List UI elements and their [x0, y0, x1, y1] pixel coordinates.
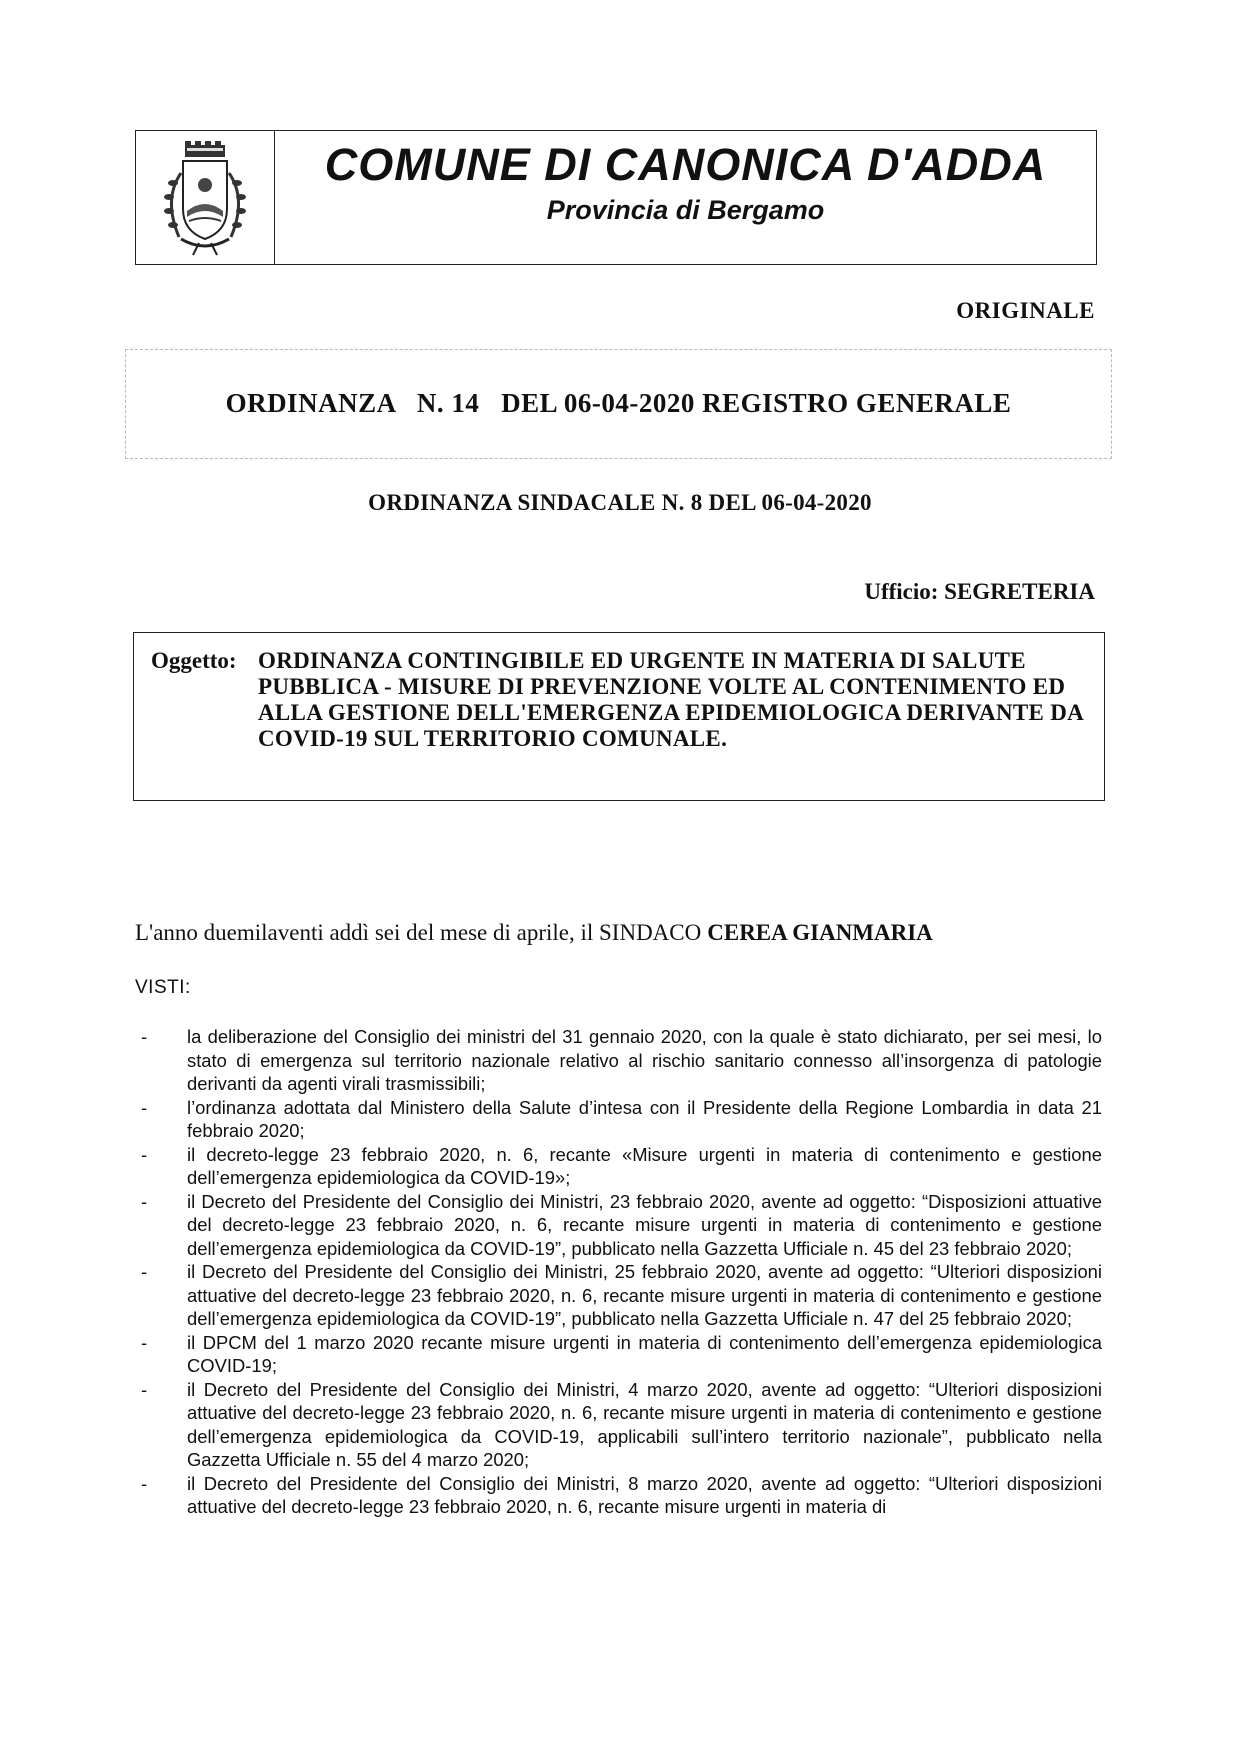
list-item-text: il Decreto del Presidente del Consiglio dei Ministri, 23 febbraio 2020, avente ad oggetto: “Disposizioni attuative del decreto-legge 23 febbraio 2020, n. 6, recante misure urgenti in materia di contenimento e gestione dell’emergenza epidemiologica da COVID-19”, pubblicato nella Gazzetta Ufficiale n. 45 del 23 febbraio 2020; — [187, 1190, 1102, 1259]
list-marker: - — [141, 1331, 148, 1353]
crest-cell — [136, 131, 275, 264]
list-marker: - — [141, 1026, 148, 1047]
list-item-text: il decreto-legge 23 febbraio 2020, n. 6, recante «Misure urgenti in materia di contenimento e gestione dell’emergenza epidemiologica da COVID-19»; — [187, 1143, 1102, 1188]
header-box — [135, 130, 1097, 265]
ordinanza-box — [125, 349, 1112, 459]
ordinanza-sindacale: ORDINANZA SINDACALE N. 8 DEL 06-04-2020 — [368, 490, 872, 515]
intro-paragraph — [135, 920, 933, 946]
ordinanza-registro: ORDINANZA N. 14 DEL 06-04-2020 REGISTRO GENERALE — [225, 388, 1012, 418]
comune-name: COMUNE DI CANONICA D'ADDA — [324, 139, 1047, 190]
list-marker: - — [141, 1096, 148, 1118]
list-item — [137, 1096, 1102, 1143]
list-item-text: il DPCM del 1 marzo 2020 recante misure urgenti in materia di contenimento dell’emergenza epidemiologica COVID-19; — [187, 1331, 1102, 1376]
list-item-text: la deliberazione del Consiglio dei ministri del 31 gennaio 2020, con la quale è stato dichiarato, per sei mesi, lo stato di emergenza sul territorio nazionale relativo al rischio sanitario connesso all’insorgenza di patologie derivanti da agenti virali trasmissibili; — [187, 1026, 1102, 1094]
provincia-name: Provincia di Bergamo — [546, 195, 825, 225]
list-item-text: il Decreto del Presidente del Consiglio dei Ministri, 4 marzo 2020, avente ad oggetto: “Ulteriori disposizioni attuative del decreto-legge 23 febbraio 2020, n. 6, recante misure urgenti in materia di contenimento e gestione dell’emergenza epidemiologica da COVID-19, applicabili sull’intero territorio nazionale”, pubblicato nella Gazzetta Ufficiale n. 55 del 4 marzo 2020; — [187, 1378, 1102, 1470]
list-item — [137, 1190, 1102, 1261]
list-marker: - — [141, 1261, 148, 1282]
list-marker: - — [141, 1190, 148, 1212]
mayor-name: CEREA GIANMARIA — [707, 920, 933, 945]
list-item — [137, 1472, 1102, 1519]
list-item-text: il Decreto del Presidente del Consiglio dei Ministri, 8 marzo 2020, avente ad oggetto: “Ulteriori disposizioni attuative del decreto-legge 23 febbraio 2020, n. 6, recante misure urgenti in materia di — [187, 1472, 1102, 1517]
list-marker: - — [141, 1143, 148, 1165]
list-item-text: il Decreto del Presidente del Consiglio dei Ministri, 25 febbraio 2020, avente ad oggetto: “Ulteriori disposizioni attuative del decreto-legge 23 febbraio 2020, n. 6, recante misure urgenti in materia di contenimento e gestione dell’emergenza epidemiologica da COVID-19”, pubblicato nella Gazzetta Ufficiale n. 47 del 25 febbraio 2020; — [187, 1261, 1102, 1329]
title-cell — [275, 131, 1096, 264]
list-item — [137, 1378, 1102, 1472]
oggetto-box — [133, 632, 1105, 801]
oggetto-label: Oggetto: — [151, 648, 237, 673]
ufficio-line: Ufficio: SEGRETERIA — [864, 579, 1095, 604]
document-status: ORIGINALE — [956, 298, 1095, 323]
visti-label: VISTI: — [135, 977, 191, 998]
list-item — [137, 1260, 1102, 1331]
oggetto-text: ORDINANZA CONTINGIBILE ED URGENTE IN MATERIA DI SALUTE PUBBLICA - MISURE DI PREVENZIONE VOLTE AL CONTENIMENTO ED ALLA GESTIONE DELL'EMERGENZA EPIDEMIOLOGICA DERIVANTE DA COVID-19 SUL TERRITORIO COMUNALE. — [258, 648, 1083, 751]
list-marker: - — [141, 1472, 148, 1494]
visti-list — [137, 1025, 1102, 1519]
intro-text: L'anno duemilaventi addì sei del mese di aprile, il SINDACO — [135, 920, 702, 945]
list-item — [137, 1331, 1102, 1378]
list-marker: - — [141, 1378, 148, 1400]
municipal-crest-icon — [153, 139, 257, 257]
list-item-text: l’ordinanza adottata dal Ministero della Salute d’intesa con il Presidente della Regione Lombardia in data 21 febbraio 2020; — [187, 1096, 1102, 1141]
list-item — [137, 1143, 1102, 1190]
list-item — [137, 1025, 1102, 1096]
